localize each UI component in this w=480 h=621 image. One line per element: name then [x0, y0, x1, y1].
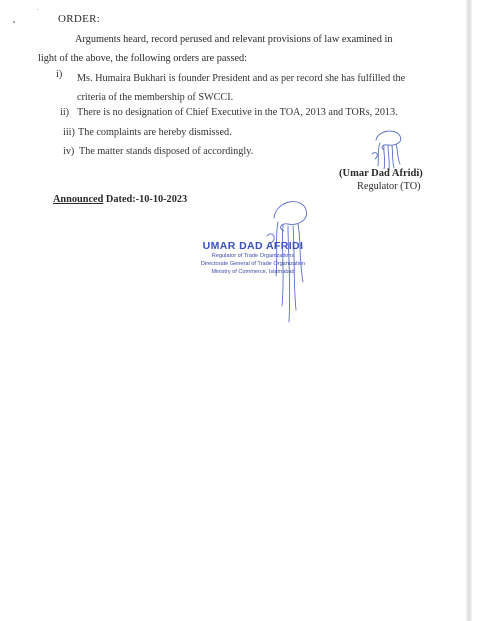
order-text-line: The matter stands disposed of accordingly. [79, 146, 254, 157]
stamp-line-1: Regulator of Trade Organizations [211, 253, 295, 259]
order-text-line: The complaints are hereby dismissed. [78, 127, 232, 138]
order-item-3 [63, 127, 232, 138]
signer-title: Regulator (TO) [357, 181, 421, 192]
order-text-line: criteria of the membership of SWCCI. [77, 92, 234, 103]
intro-paragraph [38, 30, 393, 68]
announced-date [53, 194, 187, 205]
order-number: iv) [63, 146, 75, 157]
stamp-name: UMAR DAD AFRIDI [202, 240, 304, 252]
handwritten-signature [366, 128, 412, 172]
order-number: iii) [63, 127, 75, 138]
announced-label: Announced [53, 194, 104, 205]
stamp-line-3: Ministry of Commerce, Islamabad [211, 269, 295, 275]
intro-line-1: Arguments heard, record perused and relevant provisions of law examined in [75, 34, 393, 45]
scan-edge [466, 0, 472, 621]
order-heading: ORDER: [58, 13, 101, 25]
order-item-2 [60, 107, 398, 118]
order-item-4 [63, 146, 253, 157]
stamp-line-2: Directorate General of Trade Organization [200, 261, 306, 267]
order-text-line: There is no designation of Chief Executive in the TOA, 2013 and TORs, 2013. [77, 107, 398, 118]
order-number: ii) [60, 107, 70, 118]
announced-date-value: Dated:-10-10-2023 [103, 194, 188, 205]
intro-line-2: light of the above, the following orders are passed: [38, 53, 248, 64]
order-item-1 [56, 69, 405, 107]
scan-speck [37, 9, 38, 10]
signer-name: (Umar Dad Afridi) [339, 168, 423, 179]
scan-speck [13, 21, 15, 23]
order-number: i) [56, 69, 63, 80]
official-stamp [200, 240, 306, 276]
order-text-line: Ms. Humaira Bukhari is founder President and as per record she has fulfilled the [77, 73, 406, 84]
